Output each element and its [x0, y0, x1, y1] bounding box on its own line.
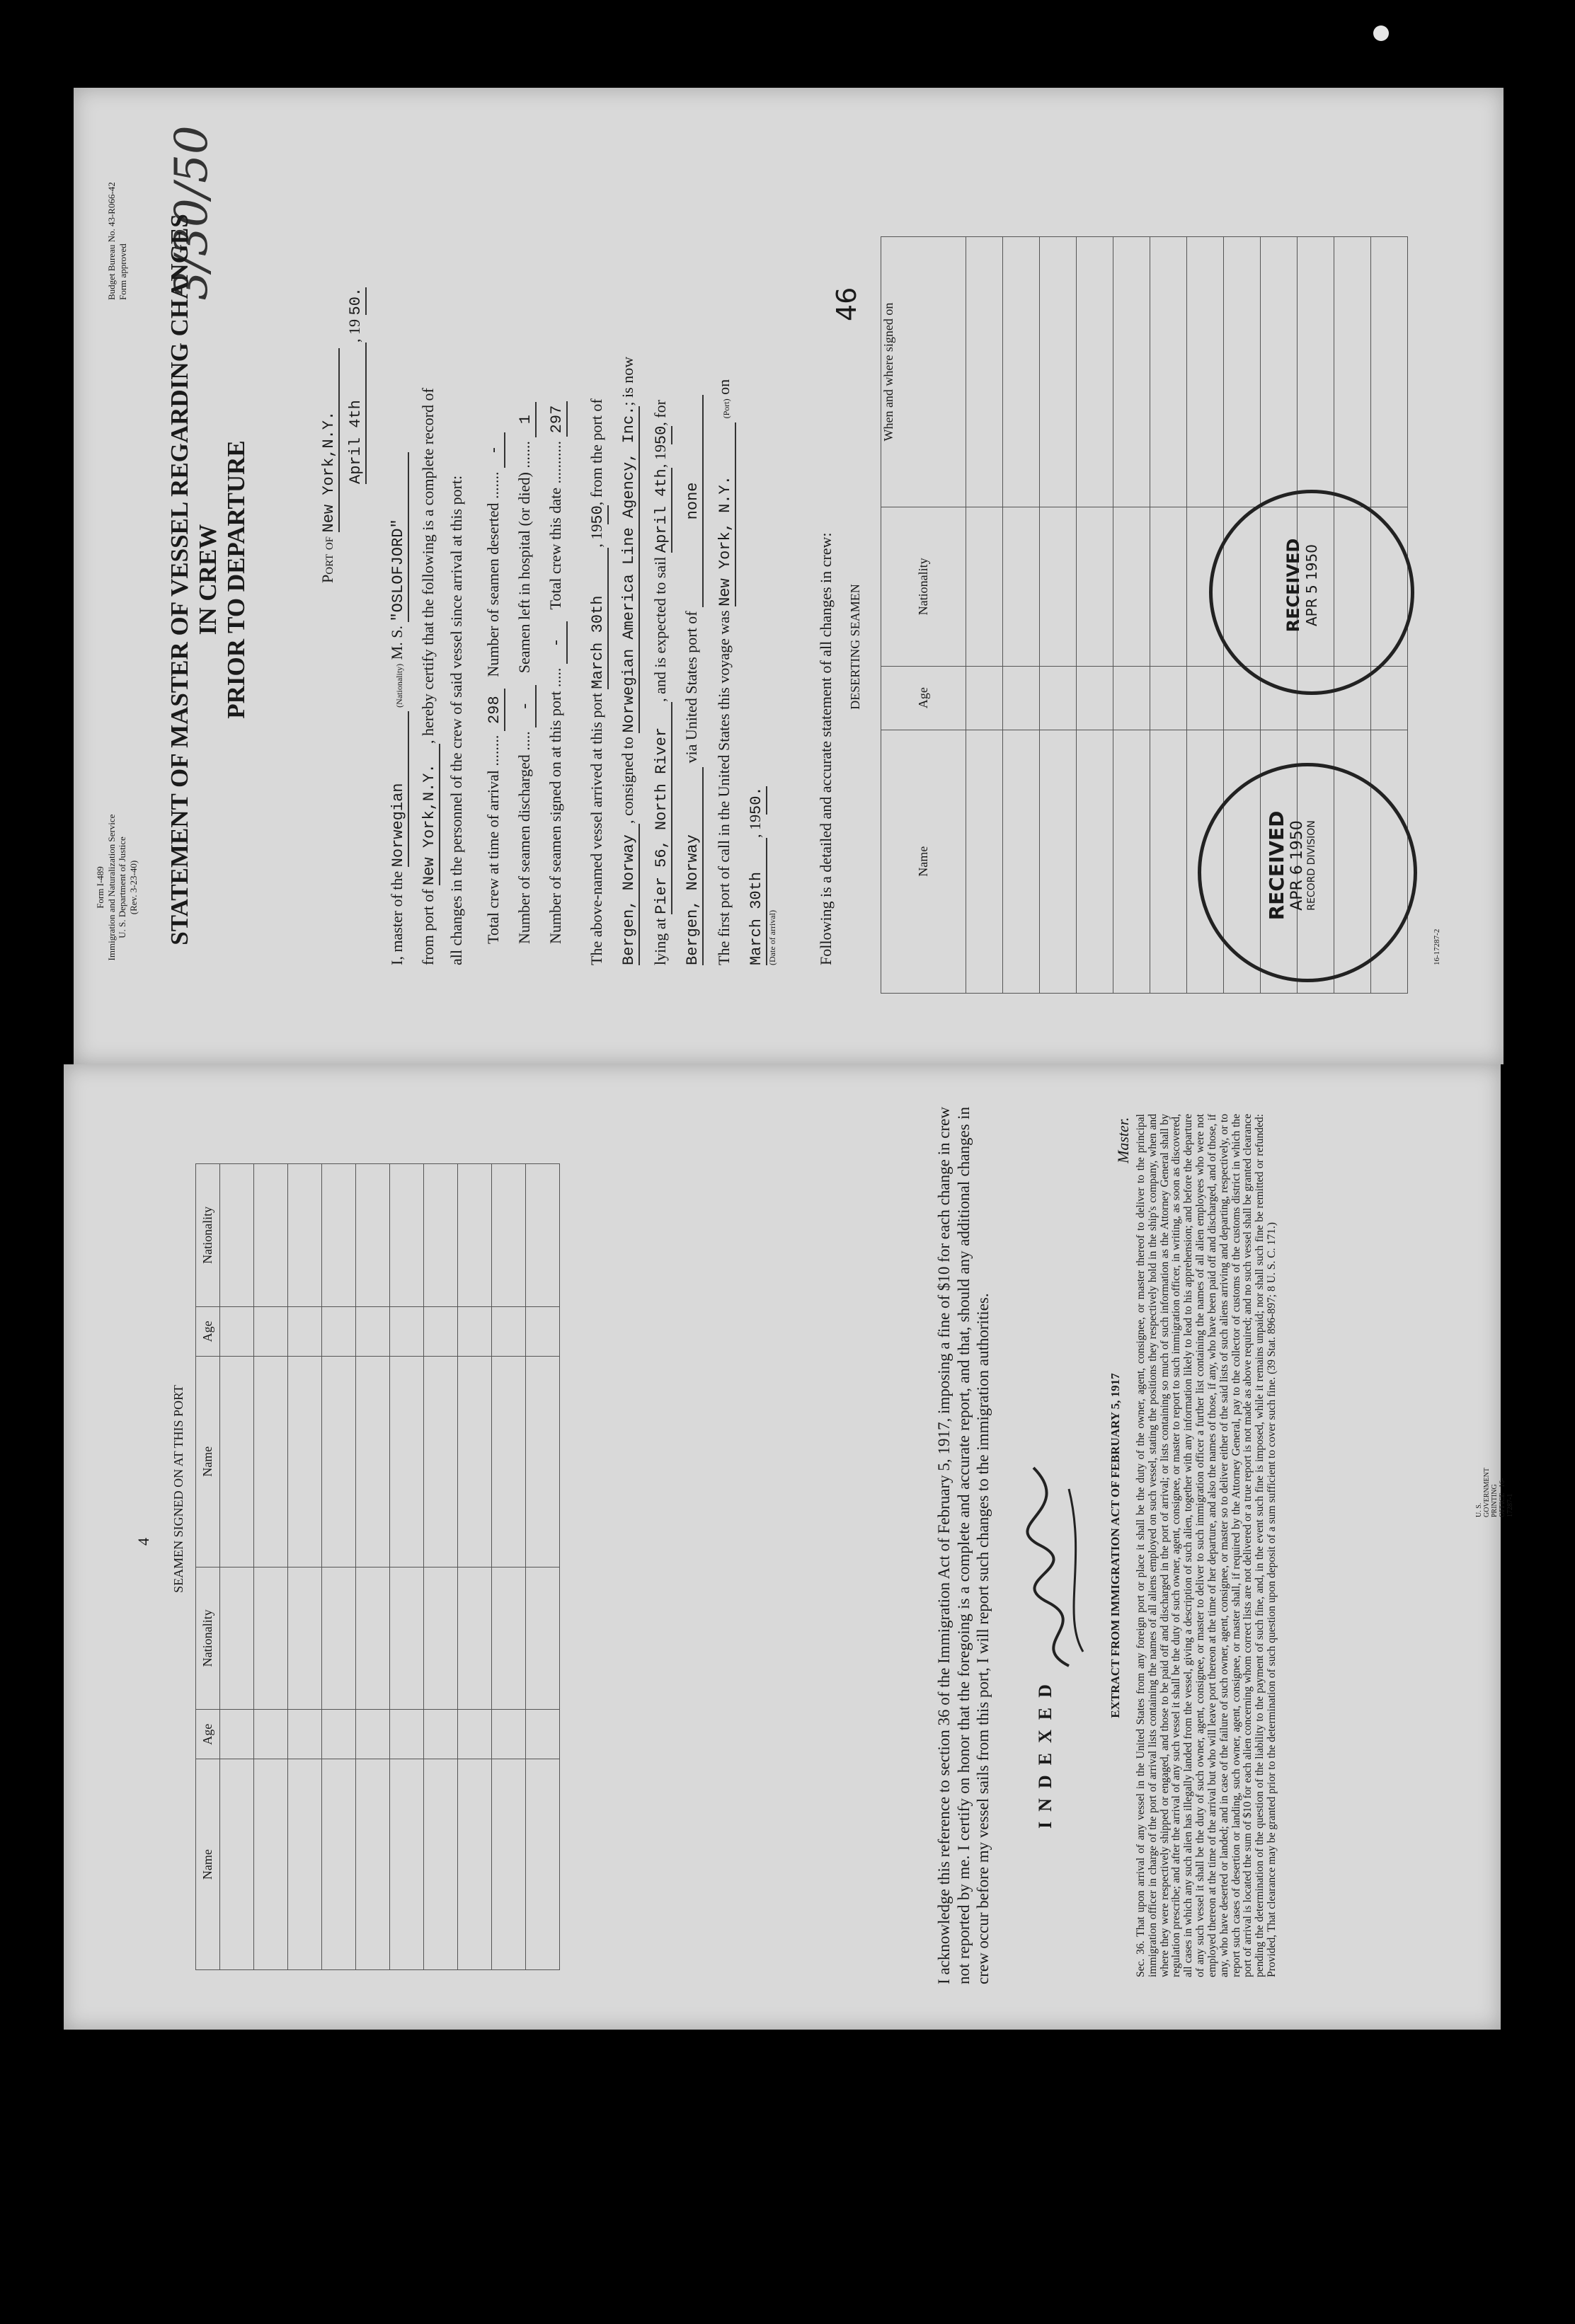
year-value: 50.: [347, 287, 367, 316]
crew-stats-row2: Number of seamen discharged ..... - Seamen left in hospital (or died) ....... 1: [515, 173, 537, 944]
vessel-name: "OSLOFJORD": [389, 452, 409, 622]
corner-dot: [1373, 25, 1389, 41]
date-value: April 4th: [347, 343, 367, 484]
form-header-right: Budget Bureau No. 43-R066-42 Form approved: [106, 182, 128, 300]
form-back-page: [64, 1064, 1514, 2030]
master-label: Master.: [1114, 1117, 1132, 1163]
following-text: Following is a detailed and accurate statement of all changes in crew:: [817, 532, 835, 965]
acknowledge-text: I acknowledge this reference to section 36 of the Immigration Act of February 5, 1917, imposing a fine of $10 for each change in crew not reported by me. I certify on honor that the foregoing is a complete and accurate report, and that, should any additional changes in crew occur before my vessel sails from this port, I will report such changes to the immigration authorities.: [935, 1107, 992, 1984]
form-code: 16-17287-2: [1433, 928, 1441, 965]
received-stamp-2: RECEIVED APR 5 1950: [1209, 490, 1414, 695]
arrival-line5: The first port of call in the United States this voyage was New York, N.Y. (Port) on: [715, 173, 736, 965]
total-count: 297: [548, 402, 568, 437]
crew-stats-row1: Total crew at time of arrival ........ 298 Number of seamen deserted ....... -: [484, 173, 505, 944]
col-signed-on: When and where signed on: [881, 237, 966, 507]
col-nationality-2: Nationality: [196, 1164, 220, 1307]
page-number: 4: [134, 1538, 152, 1546]
form-header-left: Form I-489 Immigration and Naturalization Service U. S. Department of Justice (Rev. 3-23-40): [95, 814, 139, 961]
extract-title: EXTRACT FROM IMMIGRATION ACT OF FEBRUARY 5, 1917: [1109, 1373, 1122, 1718]
from-port-value: New York,N.Y.: [420, 744, 440, 885]
handwritten-number: 46: [831, 287, 862, 321]
col-age: Age: [881, 666, 966, 730]
deserted-count: -: [486, 432, 505, 468]
col-name: Name: [881, 730, 966, 993]
signed-count: -: [548, 621, 568, 664]
nationality-value: Norwegian: [389, 711, 409, 867]
deserting-title: DESERTING SEAMEN: [848, 584, 862, 710]
port-of-value: New York,N.Y.: [320, 348, 340, 532]
col-nationality: Nationality: [881, 507, 966, 667]
date-line: April 4th, 19 50.: [345, 215, 367, 484]
form-front-page: [74, 88, 1504, 1064]
arrival-line3: lying at Pier 56, North River, and is expected to sail April 4th, 1950, for: [651, 173, 672, 965]
arrival-count: 298: [486, 689, 505, 731]
col-name-2: Name: [196, 1356, 220, 1567]
arrival-line6: March 30th, 1950. (Date of arrival): [746, 786, 778, 965]
signature-graphic: [1019, 1461, 1097, 1673]
port-line: Port of New York,N.Y.: [319, 243, 340, 583]
changes-line: all changes in the personnel of the crew of said vessel since arrival at this port:: [447, 475, 465, 965]
discharged-count: -: [517, 685, 537, 727]
master-line: I, master of the Norwegian (Nationality) M. S. "OSLOFJORD": [388, 272, 409, 965]
crew-stats-row3: Number of seamen signed on at this port ..... - Total crew this date ........... 297: [546, 173, 568, 944]
received-stamp-1: RECEIVED APR 6 1950 RECORD DIVISION: [1198, 763, 1417, 982]
signed-on-table: [195, 1163, 560, 1970]
hospital-count: 1: [517, 402, 537, 437]
page-title: STATEMENT OF MASTER OF VESSEL REGARDING CHANGES IN CREW PRIOR TO DEPARTURE: [166, 214, 250, 945]
printing-office: U. S. GOVERNMENT PRINTING OFFICE 16-17287-1: [1475, 1468, 1514, 1517]
handwritten-date: 3/30/50: [166, 125, 218, 300]
col-nationality-1: Nationality: [196, 1567, 220, 1710]
arrival-line1: The above-named vessel arrived at this port March 30th, 1950, from the port of: [588, 173, 609, 965]
col-age-1: Age: [196, 1710, 220, 1759]
extract-text: Sec. 36. That upon arrival of any vessel in the United States from any foreign port or place it shall be the duty of the owner, agent, consignee, or master thereof to deliver to the principal immigration officer in charge of the port of arrival lists containing the names of all aliens employed on such vessel, stating the positions they respectively hold in the ship's company, when and where they were respectively shipped or engaged, and those to be paid off and discharged in the port of arrival; or lists containing so much of such information as the Attorney General shall by regulation prescribe; and after the arrival of any such vessel it shall be the duty of such owner, agent, consignee, or master to report to such immigration officer, in writing, as soon as discovered, all cases in which any such alien has illegally landed from the vessel, giving a description of such alien, together with any information likely to lead to his apprehension; and before the departure of any such vessel it shall be the duty of such owner, agent, consignee, or master to deliver to such immigration officer a further list containing the names of all alien employees who were not employed thereon at the time of the arrival but who will leave port thereon at the time of her departure, and also the names of those, if any, who have been paid off and discharged, and of those, if any, who have deserted or landed; and in case of the failure of such owner, agent, consignee, or master so to deliver either of the said lists of such aliens arriving and departing, respectively, or to report such cases of desertion or landing, such owner, agent, consignee, or master shall, if required by the Attorney General, pay to the collector of customs of the customs district in which the port of arrival is located the sum of $10 for each alien concerning whom correct lists are not delivered or a true report is not made as above required; and no such vessel shall be granted clearance pending the determination of the question of the liability to the payment of such fine, and, in the event such fine is imposed, while it remains unpaid; nor shall such fine be remitted or refunded: Provided, That clearance may be granted prior to the determination of such question upon deposit of a sum sufficient to cover such fine. (39 Stat. 896-897; 8 U. S. C. 171.): [1135, 1114, 1278, 1977]
signed-on-title: SEAMEN SIGNED ON AT THIS PORT: [171, 1385, 185, 1593]
from-port-line: from port of New York,N.Y., hereby certify that the following is a complete record of: [419, 187, 440, 965]
arrival-line2: Bergen, Norway, consigned to Norwegian America Line Agency, Inc.; is now: [619, 173, 640, 965]
arrival-line4: Bergen, Norway via United States port of none: [682, 173, 704, 965]
col-age-2: Age: [196, 1306, 220, 1356]
indexed-stamp: INDEXED: [1035, 1674, 1055, 1829]
col-name-1: Name: [196, 1759, 220, 1970]
master-signature: [1019, 1461, 1097, 1673]
